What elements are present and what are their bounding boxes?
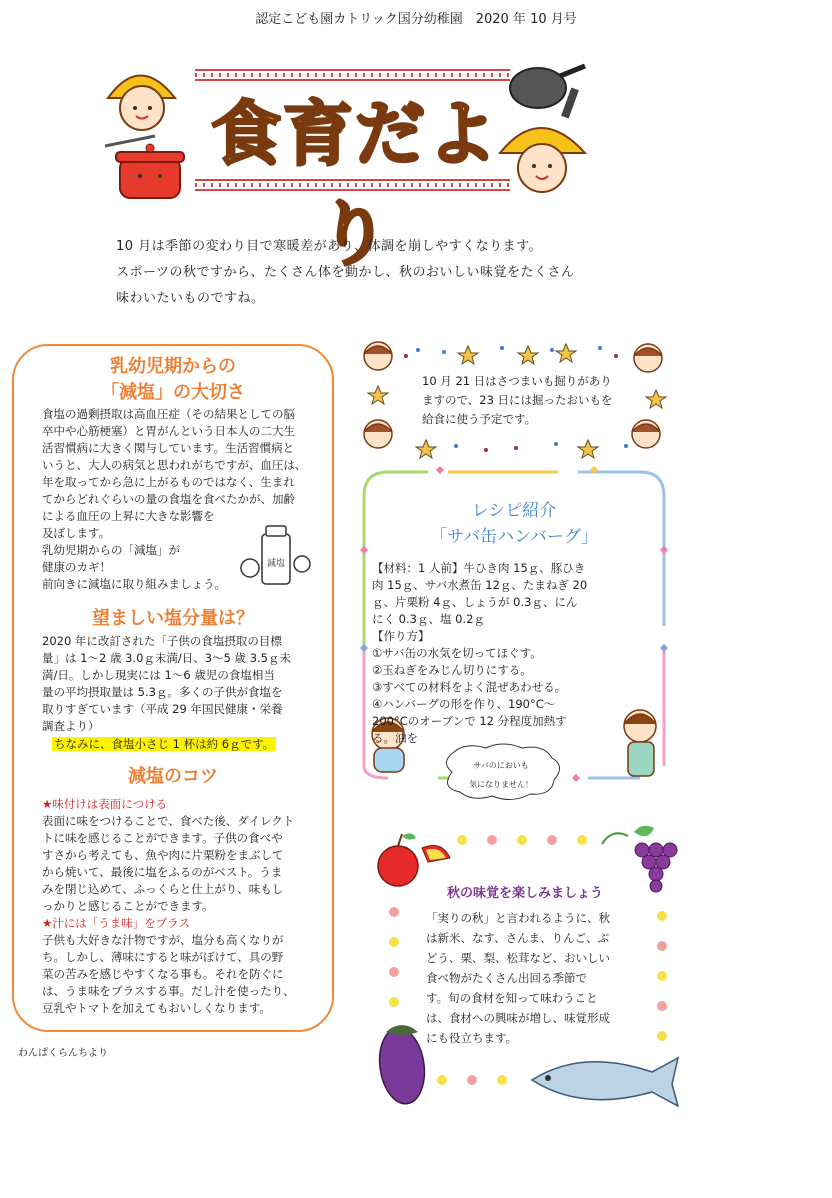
- section3-body: [42, 796, 322, 1017]
- autumn-body: [426, 908, 636, 1048]
- recipe-body: [372, 560, 642, 747]
- recipe-line: ④ハンバーグの形を作り、190°C～: [372, 697, 556, 711]
- intro-line: スポーツの秋ですから、たくさん体を動かし、秋のおいしい味覚をたくさん: [116, 265, 575, 280]
- recipe-title: [384, 498, 644, 550]
- tip2-heading: ★汁には「うま味」をプラス: [42, 916, 190, 930]
- autumn-title: 秋の味覚を楽しみましょう: [446, 886, 603, 901]
- footer-credit: わんぱくらんちより: [18, 1048, 108, 1059]
- section1-line: いうと、大人の病気と思われがちですが、血圧は、: [42, 458, 307, 472]
- event-line: 給食に使う予定です。: [422, 412, 537, 426]
- recipe-line: ｇ、片栗粉 4ｇ、しょうが 0.3ｇ、にん: [372, 595, 578, 609]
- autumn-line: 「実りの秋」と言われるように、秋: [426, 911, 610, 925]
- section2-body: [42, 633, 322, 735]
- section1-line: 年を取ってから急に上がるものではなく、生まれ: [42, 475, 295, 489]
- tip1-line: から焼いて、最後に塩をふるのがベスト。うま: [42, 865, 283, 879]
- speech-bubble-text: [446, 760, 556, 790]
- bubble-line1: サバのにおいも: [473, 761, 529, 770]
- section1-line: 卒中や心筋梗塞）と胃がんという日本人の二大生: [42, 424, 295, 438]
- section2-line: 量の平均摂取量は 5.3ｇ。多くの子供が食塩を: [42, 685, 283, 699]
- section2-line: 調査より）: [42, 719, 100, 733]
- banner-title: 食育だより: [211, 93, 499, 275]
- recipe-line: ③すべての材料をよく混ぜあわせる。: [372, 680, 567, 694]
- section1-line: 乳幼児期からの「減塩」が: [42, 543, 180, 557]
- bubble-line2: 気になりません！: [469, 780, 533, 789]
- section2-title: 望ましい塩分量は？: [92, 608, 254, 629]
- tip1-line: トに味を感じることができます。子供の食べや: [42, 831, 283, 845]
- girl-chef-icon-2: [500, 128, 585, 192]
- section2-line: 2020 年に改訂された「子供の食塩摂取の目標: [42, 634, 282, 648]
- intro-line: 味わいたいものですね。: [116, 291, 265, 306]
- section1-line: 前向きに減塩に取り組みましょう。: [42, 577, 226, 591]
- autumn-line: す。旬の食材を知って味わうこと: [426, 991, 598, 1005]
- tip1-line: っかりと感じることができます。: [42, 899, 214, 913]
- section1-line: てからどれぐらいの量の食塩を食べたかが、加齢: [42, 492, 295, 506]
- salt-shaker-icon: [240, 520, 320, 588]
- tip2-line: ち。しかし、薄味にすると味がぼけて、具の野: [42, 950, 284, 964]
- tip1-line: 表面に味をつけることで、食べた後、ダイレクト: [42, 814, 295, 828]
- section2-line: 量」は 1～2 歳 3.0ｇ未満/日、3～5 歳 3.5ｇ未: [42, 651, 291, 665]
- recipe-title-line1: レシピ紹介: [471, 501, 557, 521]
- recipe-line: 【材料：1 人前】牛ひき肉 15ｇ、豚ひき: [372, 561, 586, 575]
- event-notice: [422, 372, 630, 429]
- section3-title: 減塩のコツ: [128, 766, 218, 787]
- section2-line: 取りすぎています（平成 29 年国民健康・栄養: [42, 702, 283, 716]
- recipe-line: 【作り方】: [372, 629, 430, 643]
- section1-line: 及ぼします。: [42, 526, 111, 540]
- pot-icon: [116, 144, 184, 198]
- tip2-line: 子供も大好きな汁物ですが、塩分も高くなりが: [42, 933, 284, 947]
- intro-line: 10 月は季節の変わり目で寒暖差があり、体調を崩しやすくなります。: [116, 239, 543, 254]
- eggplant-icon: [375, 1025, 429, 1107]
- autumn-line: どう、栗、梨、松茸など、おいしい: [426, 951, 610, 965]
- autumn-line: にも役立ちます。: [426, 1031, 518, 1045]
- section1-title-line2: 「減塩」の大切さ: [101, 382, 245, 403]
- section1-title-line1: 乳幼児期からの: [110, 356, 236, 377]
- section1-title: [24, 354, 322, 406]
- girl-chef-icon: [108, 76, 175, 131]
- apple-icon: [378, 833, 450, 886]
- recipe-line: 200°Cのオーブンで 12 分程度加熱す: [372, 714, 567, 728]
- recipe-line: 肉 15ｇ、サバ水煮缶 12ｇ、たまねぎ 20: [372, 578, 588, 592]
- salt-fact-highlight: [52, 736, 276, 753]
- intro-paragraph: [116, 234, 636, 312]
- section1-line: 食塩の過剰摂取は高血圧症（その結果としての脳: [42, 407, 295, 421]
- salt-label: 減塩: [266, 559, 286, 569]
- section1-line: による血圧の上昇に大きな影響を: [42, 509, 215, 523]
- recipe-line: る。油を: [372, 731, 418, 745]
- fish-icon: [532, 1058, 678, 1106]
- recipe-title-line2: 「サバ缶ハンバーグ」: [430, 527, 598, 547]
- frying-pan-icon: [510, 66, 585, 118]
- section1-line: 活習慣病に大きく関与しています。生活習慣病と: [42, 441, 295, 455]
- section2-line: 満/日。しかし現実には 1～6 歳児の食塩相当: [42, 668, 275, 682]
- autumn-line: は新米、なす、さんま、りんご、ぶ: [426, 931, 610, 945]
- event-line: ますので、23 日には掘ったおいもを: [422, 393, 613, 407]
- tip2-line: 菜の苦みを感じやすくなる事も。それを防ぐに: [42, 967, 284, 981]
- tip2-line: 豆乳やトマトを加えてもおいしくなります。: [42, 1001, 271, 1015]
- tip1-line: すさから考えても、魚や肉に片栗粉をまぶして: [42, 848, 284, 862]
- recipe-line: ②玉ねぎをみじん切りにする。: [372, 663, 532, 677]
- salt-fact-text: ちなみに、食塩小さじ 1 杯は約 6ｇです。: [54, 737, 275, 751]
- tip2-line: は、うま味をプラスする事。だし汁を使ったり、: [42, 984, 295, 998]
- autumn-line: 食べ物がたくさん出回る季節で: [426, 971, 587, 985]
- tip1-line: みを閉じ込めて、ふっくらと仕上がり、味もし: [42, 882, 284, 896]
- recipe-line: ①サバ缶の水気を切ってほぐす。: [372, 646, 542, 660]
- autumn-line: は、食材への興味が増し、味覚形成: [426, 1011, 610, 1025]
- tip1-heading: ★味付けは表面につける: [42, 797, 168, 811]
- section1-line: 健康のカギ！: [42, 560, 111, 574]
- newsletter-header: 認定こども園カトリック国分幼稚園 2020 年 10 月号: [255, 12, 577, 27]
- recipe-line: にく 0.3ｇ、塩 0.2ｇ: [372, 612, 485, 626]
- event-line: 10 月 21 日はさつまいも掘りがあり: [422, 374, 612, 388]
